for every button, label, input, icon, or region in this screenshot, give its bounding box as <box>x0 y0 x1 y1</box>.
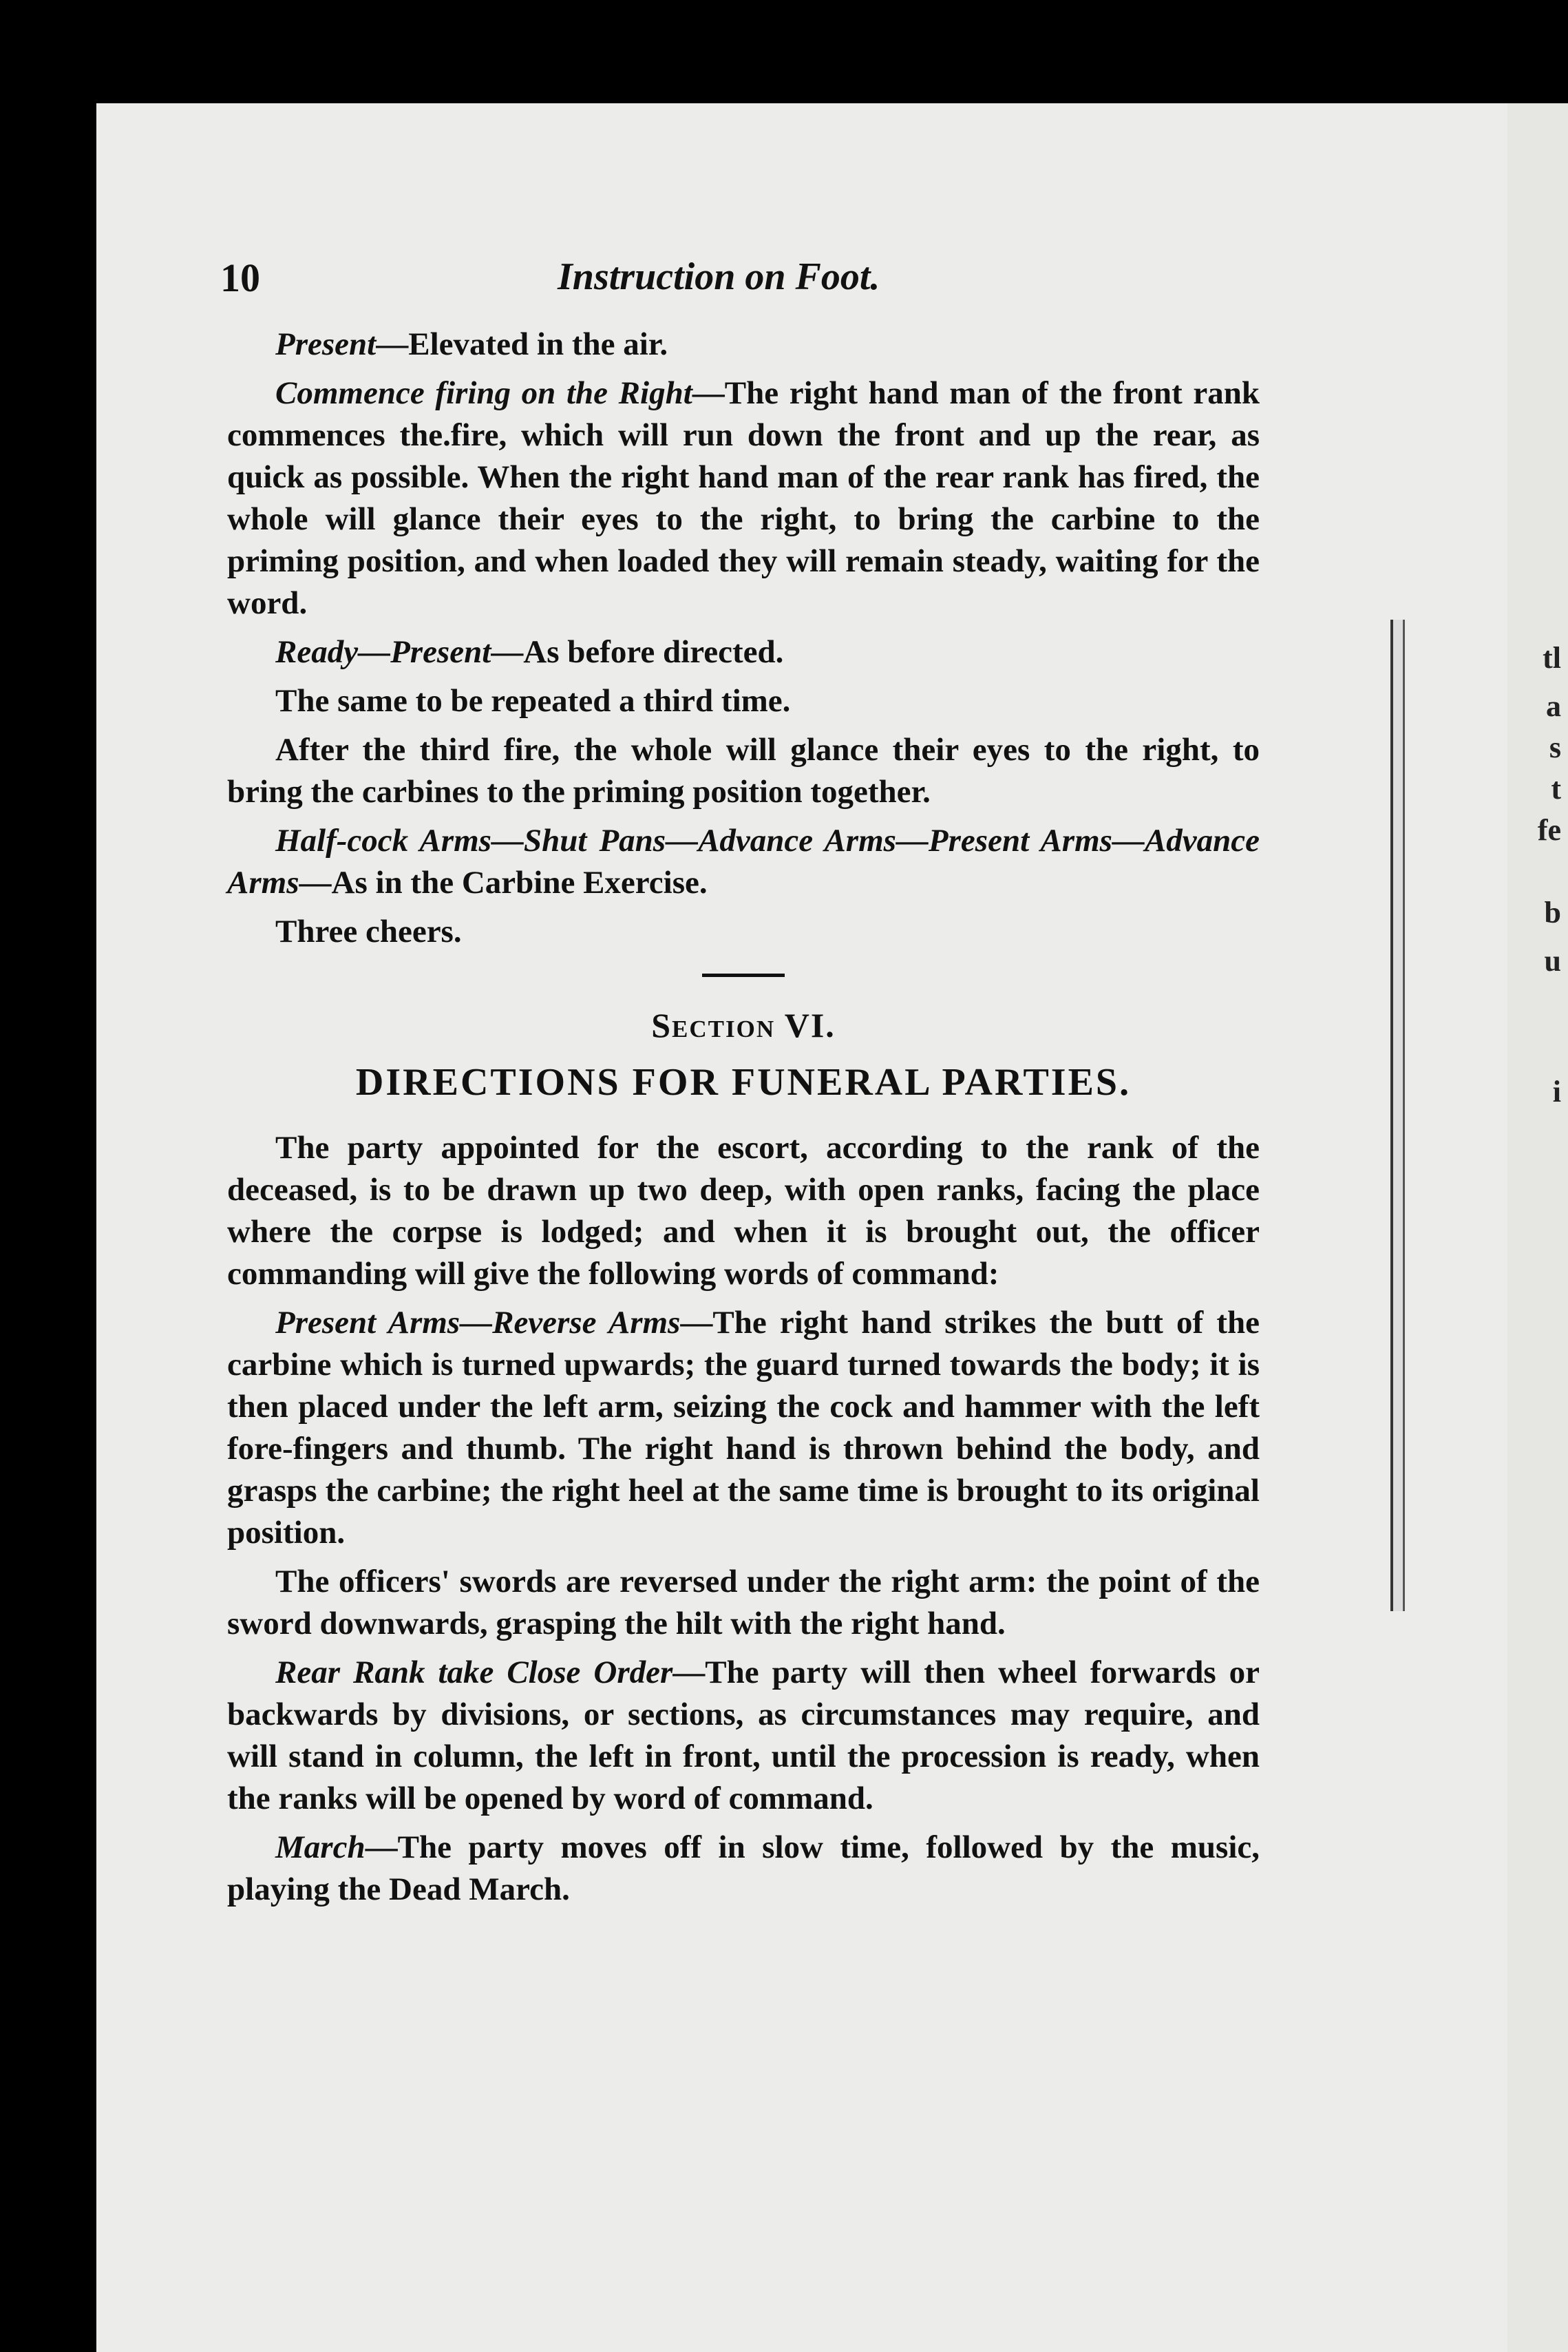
adjacent-page-fragment: i <box>1552 1075 1561 1109</box>
paragraph-text: The party appointed for the escort, according to the rank of the deceased, is to be drawn up two deep, with open ranks, facing the place where the corpse is lodged; and when it is brought out, the officer commanding will give the following words of command: <box>227 1130 1260 1292</box>
paragraph <box>227 820 1260 904</box>
section-number: Section VI. <box>651 1006 836 1044</box>
paragraph <box>227 631 1260 673</box>
paragraph <box>227 1827 1260 1911</box>
paragraphs-after <box>227 1127 1260 1911</box>
paragraph-text: —The party will then wheel forwards or backwards by divisions, or sections, as circumstances may require, and will stand in column, the left in front, until the procession is ready, when the ranks will be opened by word of command. <box>227 1655 1260 1816</box>
paragraph <box>227 1127 1260 1295</box>
section-title: DIRECTIONS FOR FUNERAL PARTIES. <box>355 1061 1132 1104</box>
paragraph-text: —As in the Carbine Exercise. <box>299 865 708 901</box>
paragraph <box>227 1652 1260 1820</box>
paragraph-text: Three cheers. <box>275 914 462 949</box>
paragraph <box>227 680 1260 722</box>
paragraph <box>227 729 1260 813</box>
adjacent-page-edge <box>1507 103 1568 2352</box>
command-label: Rear Rank take Close Order <box>275 1655 673 1690</box>
paragraph-text: —The right hand strikes the butt of the carbine which is turned upwards; the guard turned towards the body; it is then placed under the left arm, seizing the cock and hammer with the left fore-fingers and thumb. The right hand is thrown behind the body, and grasps the carbine; the right heel at the same time is brought to its original position. <box>227 1305 1260 1551</box>
paragraph-text: —The party moves off in slow time, followed by the music, playing the Dead March. <box>227 1829 1260 1907</box>
paragraph-text: —Elevated in the air. <box>376 326 668 362</box>
command-label: Commence firing on the Right <box>275 375 692 411</box>
page-header <box>220 255 1232 303</box>
adjacent-page-fragment: fe <box>1537 813 1561 847</box>
command-label: March <box>275 1829 365 1865</box>
paragraphs-before <box>227 324 1260 953</box>
command-label: Half-cock Arms—Shut Pans—Advance Arms—Present Arms—Advance Arms <box>227 823 1260 901</box>
paragraph <box>227 1302 1260 1554</box>
adjacent-page-fragment: b <box>1544 896 1561 930</box>
command-label: Present Arms—Reverse Arms <box>275 1305 681 1341</box>
paragraph <box>227 911 1260 953</box>
page-number: 10 <box>220 255 260 300</box>
command-label: Ready—Present <box>275 634 491 670</box>
paragraph-text: The officers' swords are reversed under the right arm: the point of the sword downwards, grasping the hilt with the right hand. <box>227 1564 1260 1641</box>
section-rule <box>702 974 785 977</box>
command-label: Present <box>275 326 377 362</box>
paragraph <box>227 1561 1260 1645</box>
page-body <box>227 324 1260 1918</box>
adjacent-page-fragment: tl <box>1543 641 1561 675</box>
adjacent-page-fragment: u <box>1544 944 1561 978</box>
paragraph <box>227 324 1260 366</box>
paragraph-text: —The right hand man of the front rank commences the.fire, which will run down the front and up the rear, as quick as possible. When the right hand man of the rear rank has fired, the whole will glance their eyes to the right, to bring the carbine to the priming position, and when loaded they will remain steady, waiting for the word. <box>227 375 1260 621</box>
page-fold-line <box>1390 620 1405 1611</box>
adjacent-page-fragment: a <box>1546 689 1561 723</box>
adjacent-page-fragment: t <box>1551 772 1561 806</box>
running-head: Instruction on Foot. <box>558 255 880 298</box>
paragraph <box>227 372 1260 624</box>
adjacent-page-fragment: s <box>1549 731 1561 764</box>
paragraph-text: —As before directed. <box>491 634 784 670</box>
paragraph-text: After the third fire, the whole will glance their eyes to the right, to bring the carbines to the priming position together. <box>227 732 1260 810</box>
paragraph-text: The same to be repeated a third time. <box>275 683 791 719</box>
